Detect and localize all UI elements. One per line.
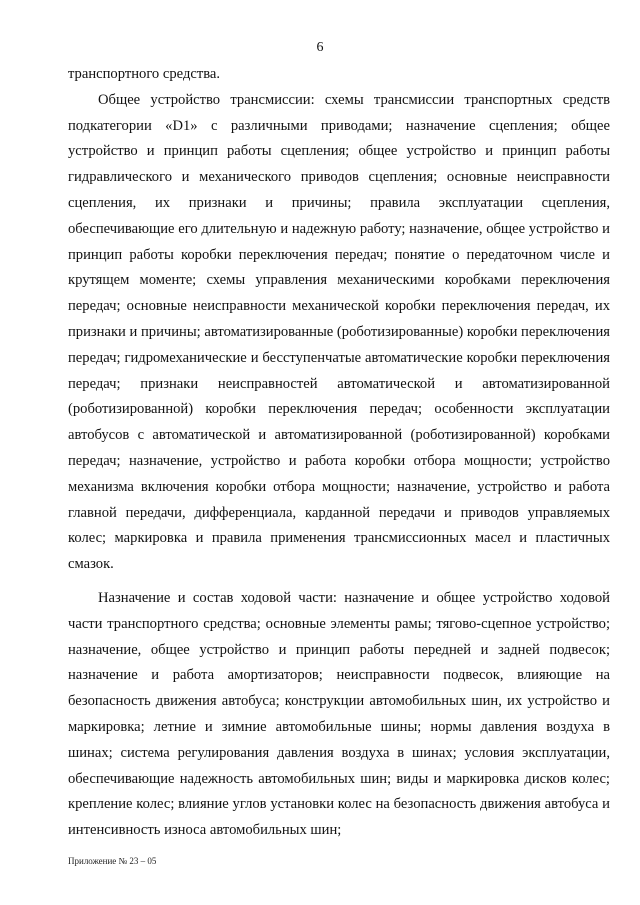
paragraph-chassis: Назначение и состав ходовой части: назначение и общее устройство ходовой части транспортного средства; основные элементы рамы; тягово-сцепное устройство; назначение, общее устройство и принцип работы передней и задней подвесок; назначение и работа амортизаторов; неисправности подвесок, влияющие на безопасность движения автобуса; конструкции автомобильных шин, их устройство и маркировка; летние и зимние автомобильные шины; нормы давления воздуха в шинах; система регулирования давления воздуха в шинах; условия эксплуатации, обеспечивающие надежность автомобильных шин; виды и маркировка дисков колес; крепление колес; влияние углов установки колес на безопасность движения автобуса и интенсивность износа автомобильных шин; bbox=[68, 589, 610, 839]
page-footer: Приложение № 23 – 05 bbox=[68, 856, 157, 866]
paragraph-continuation: транспортного средства. bbox=[68, 66, 221, 82]
document-body bbox=[68, 62, 610, 844]
page-number: 6 bbox=[316, 40, 324, 55]
paragraph-transmission: Общее устройство трансмиссии: схемы трансмиссии транспортных средств подкатегории «D1» с различными приводами; назначение сцепления; общее устройство и принцип работы сцепления; общее устройство и принцип работы гидравлического и механического приводов сцепления; основные неисправности сцепления, их признаки и причины; правила эксплуатации сцепления, обеспечивающие его длительную и надежную работу; назначение, общее устройство и принцип работы коробки переключения передач; понятие о передаточном числе и крутящем моменте; схемы управления механическими коробками переключения передач; основные неисправности механической коробки переключения передач, их признаки и причины; автоматизированные (роботизированные) коробки переключения передач; гидромеханические и бесступенчатые автоматические коробки переключения передач; признаки неисправностей автоматической и автоматизированной (роботизированной) коробки переключения передач; особенности эксплуатации автобусов с автоматической и автоматизированной (роботизированной) коробками передач; назначение, устройство и работа коробки отбора мощности; устройство механизма включения коробки отбора мощности; назначение, устройство и работа главной передачи, дифференциала, карданной передачи и приводов управляемых колес; маркировка и правила применения трансмиссионных масел и пластичных смазок. bbox=[68, 91, 610, 573]
